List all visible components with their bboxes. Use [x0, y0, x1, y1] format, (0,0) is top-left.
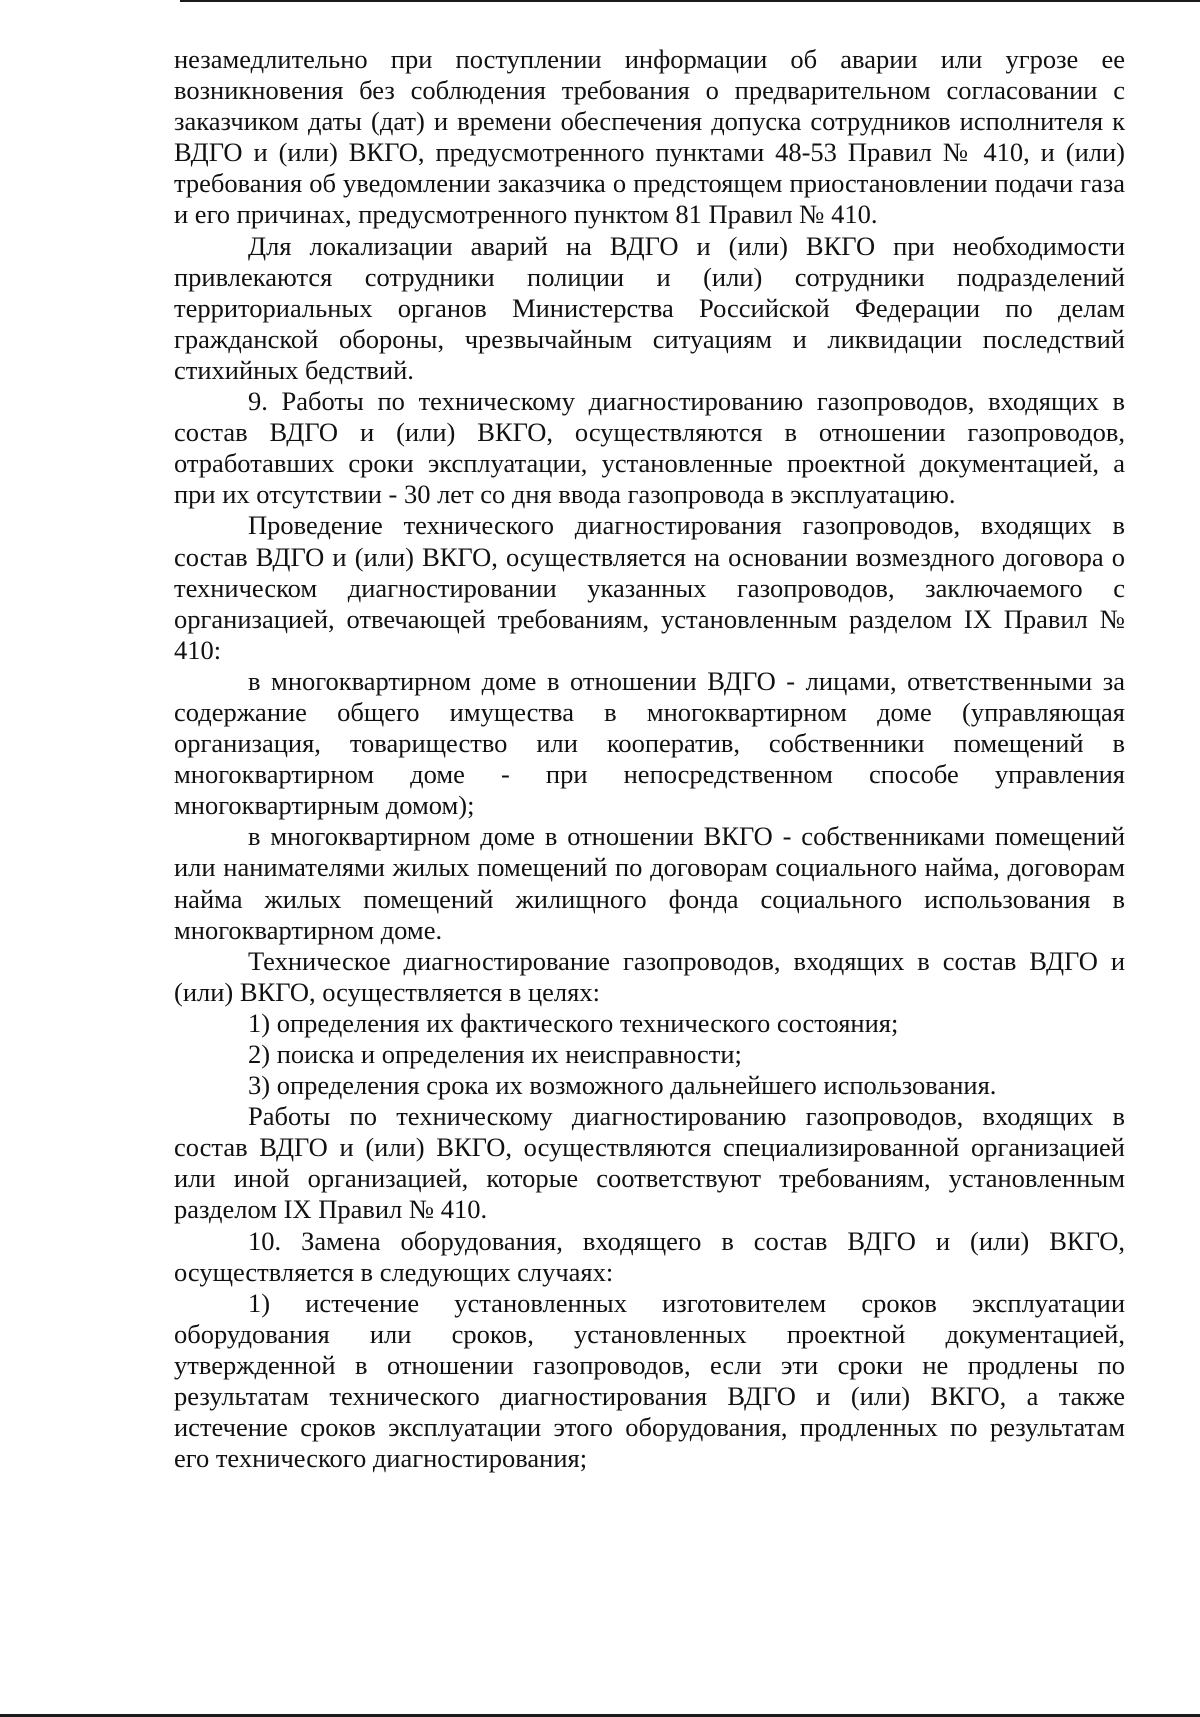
list-item-goal-3: 3) определения срока их возможного дальнейшего использования.	[248, 1070, 997, 1101]
list-item-goal-2: 2) поиска и определения их неисправности;	[248, 1039, 742, 1069]
paragraph-accident-localization: Для локализации аварий на ВДГО и (или) ВКГО при необходимости привлекаются сотрудники полиции и (или) сотрудники подразделений территориальных органов Министерства Российской Федерации по делам гражданской обороны, чрезвычайным ситуациям и ликвидации последствий стихийных бедствий.	[174, 230, 1125, 385]
paragraph-diagnostics-performer: Работы по техническому диагностированию газопроводов, входящих в состав ВДГО и (или) ВКГО, осуществляются специализированной организацией или иной организацией, которые соответствуют требованиям, установленным разделом IX Правил № 410.	[174, 1101, 1125, 1225]
scan-border-top	[180, 0, 1200, 2]
list-item-goal-1: 1) определения их фактического технического состояния;	[248, 1007, 899, 1038]
paragraph-item-9-diagnostics: 9. Работы по техническому диагностированию газопроводов, входящих в состав ВДГО и (или) ВКГО, осуществляются в отношении газопроводов, отработавших сроки эксплуатации, установленные проектной документацией, а при их отсутствии - 30 лет со дня ввода газопровода в эксплуатацию.	[174, 386, 1125, 510]
paragraph-vdgo-responsible: в многоквартирном доме в отношении ВДГО - лицами, ответственными за содержание общего имущества в многоквартирном доме (управляющая организация, товарищество или кооператив, собственники помещений в многоквартирном доме - при непосредственном способе управления многоквартирным домом);	[174, 665, 1125, 821]
paragraph-item-10-replacement: 10. Замена оборудования, входящего в состав ВДГО и (или) ВКГО, осуществляется в следующих случаях:	[174, 1225, 1125, 1287]
paragraph-diagnostics-goals: Техническое диагностирование газопроводов, входящих в состав ВДГО и (или) ВКГО, осуществляется в целях:	[174, 945, 1125, 1007]
document-body	[174, 44, 1125, 1474]
list-item-replacement-1: 1) истечение установленных изготовителем сроков эксплуатации оборудования или сроков, установленных проектной документацией, утвержденной в отношении газопроводов, если эти сроки не продлены по результатам технического диагностирования ВДГО и (или) ВКГО, а также истечение сроков эксплуатации этого оборудования, продленных по результатам его технического диагностирования;	[174, 1287, 1125, 1474]
scan-border-mark	[192, 0, 206, 2]
paragraph-emergency-access: незамедлительно при поступлении информации об аварии или угрозе ее возникновения без соблюдения требования о предварительном согласовании с заказчиком даты (дат) и времени обеспечения допуска сотрудников исполнителя к ВДГО и (или) ВКГО, предусмотренного пунктами 48-53 Правил № 410, и (или) требования об уведомлении заказчика о предстоящем приостановлении подачи газа и его причинах, предусмотренного пунктом 81 Правил № 410.	[174, 44, 1125, 230]
paragraph-vkgo-responsible: в многоквартирном доме в отношении ВКГО - собственниками помещений или нанимателями жилых помещений по договорам социального найма, договорам найма жилых помещений жилищного фонда социального использования в многоквартирном доме.	[174, 821, 1125, 945]
paragraph-diagnostics-contract: Проведение технического диагностирования газопроводов, входящих в состав ВДГО и (или) ВКГО, осуществляется на основании возмездного договора о техническом диагностировании указанных газопроводов, заключаемого с организацией, отвечающей требованиям, установленным разделом IX Правил № 410:	[174, 510, 1125, 665]
